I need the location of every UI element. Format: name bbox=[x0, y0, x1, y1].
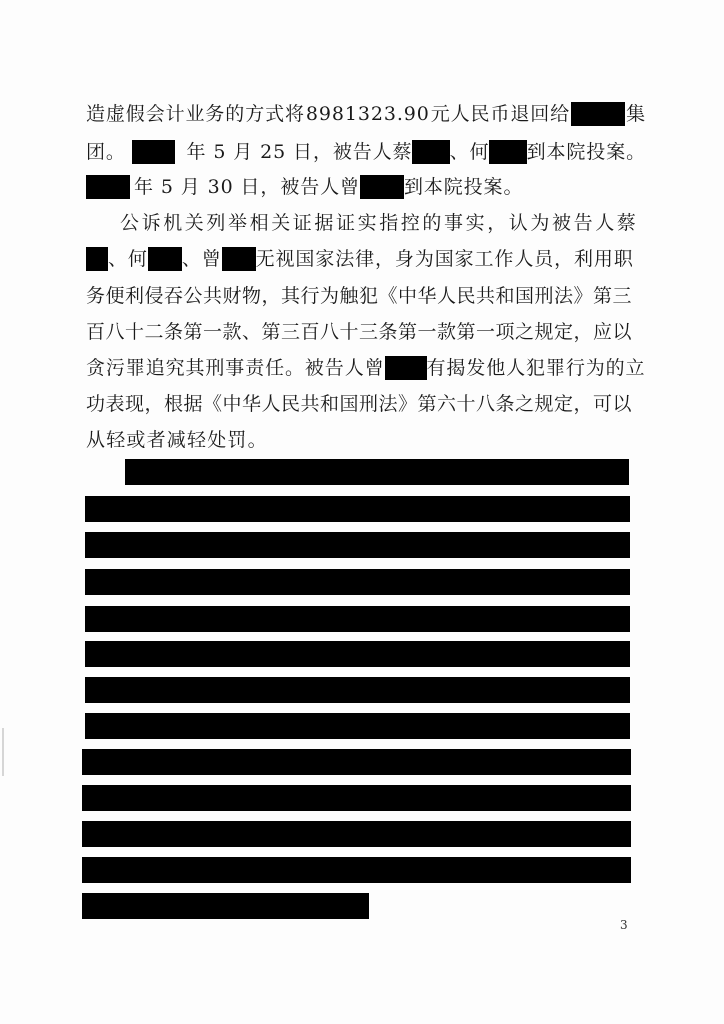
text-line-p2-1 bbox=[120, 210, 639, 236]
redaction-box bbox=[86, 175, 130, 199]
redaction-bar bbox=[85, 569, 630, 595]
redaction-bar bbox=[85, 677, 630, 703]
text-line-p2-4 bbox=[86, 319, 646, 345]
redaction-box bbox=[360, 175, 404, 199]
text-segment: 集 bbox=[626, 103, 646, 125]
text-segment: 、曾 bbox=[181, 248, 222, 270]
text-segment: 百八十二条第一款、第三百八十三条第一款第一项之规定，应以 bbox=[86, 321, 633, 343]
text-segment: 公诉机关列举相关证据证实指控的事实，认为被告人蔡 bbox=[120, 212, 639, 234]
text-segment: 元人民币退回给 bbox=[430, 103, 571, 125]
redaction-box bbox=[132, 140, 175, 164]
text-segment: 、何 bbox=[449, 141, 490, 163]
redaction-box bbox=[412, 140, 449, 164]
redaction-box bbox=[571, 102, 625, 126]
redaction-bar bbox=[82, 821, 631, 847]
redaction-box bbox=[222, 247, 256, 271]
redaction-bar bbox=[82, 857, 631, 883]
page-number: 3 bbox=[620, 918, 628, 932]
redaction-bar bbox=[85, 532, 630, 558]
text-line-1 bbox=[86, 101, 646, 127]
text-segment: 到本院投案。 bbox=[526, 141, 646, 163]
text-segment: 团。 bbox=[86, 141, 126, 163]
text-segment: 、何 bbox=[108, 248, 148, 270]
redaction-bar bbox=[125, 459, 629, 485]
redaction-box bbox=[148, 247, 182, 271]
redaction-bar bbox=[82, 749, 631, 775]
redaction-bar bbox=[82, 785, 631, 811]
text-line-2 bbox=[86, 139, 646, 165]
redaction-bar bbox=[82, 893, 369, 919]
text-line-p2-7 bbox=[86, 427, 646, 453]
redaction-bar bbox=[85, 606, 630, 632]
text-segment: 无视国家法律，身为国家工作人员，利用职 bbox=[255, 248, 634, 270]
text-line-p2-2 bbox=[86, 246, 646, 272]
text-segment: 8981323.90 bbox=[305, 103, 430, 125]
text-line-p2-5 bbox=[86, 355, 646, 381]
text-segment: 有揭发他人犯罪行为的立 bbox=[426, 357, 646, 379]
text-segment: 贪污罪追究其刑事责任。被告人曾 bbox=[86, 357, 385, 379]
redaction-bar bbox=[85, 641, 630, 667]
redaction-box bbox=[86, 247, 108, 271]
text-segment: 功表现，根据《中华人民共和国刑法》第六十八条之规定，可以 bbox=[86, 393, 633, 415]
text-segment: 造虚假会计业务的方式将 bbox=[86, 103, 305, 125]
redaction-bar bbox=[85, 496, 630, 522]
text-segment: 年 5 月 25 日，被告人蔡 bbox=[186, 141, 413, 163]
scan-edge-mark bbox=[2, 728, 4, 776]
text-segment: 年 5 月 30 日，被告人曾 bbox=[134, 176, 360, 198]
text-segment: 从轻或者减轻处罚。 bbox=[86, 429, 268, 451]
text-line-p2-3 bbox=[86, 283, 646, 309]
text-line-3 bbox=[86, 174, 646, 200]
redaction-bar bbox=[85, 713, 630, 739]
redaction-box bbox=[489, 140, 526, 164]
text-segment: 务便利侵吞公共财物，其行为触犯《中华人民共和国刑法》第三 bbox=[86, 285, 633, 307]
text-line-p2-6 bbox=[86, 391, 646, 417]
redaction-box bbox=[385, 356, 427, 380]
text-segment: 到本院投案。 bbox=[403, 176, 524, 198]
